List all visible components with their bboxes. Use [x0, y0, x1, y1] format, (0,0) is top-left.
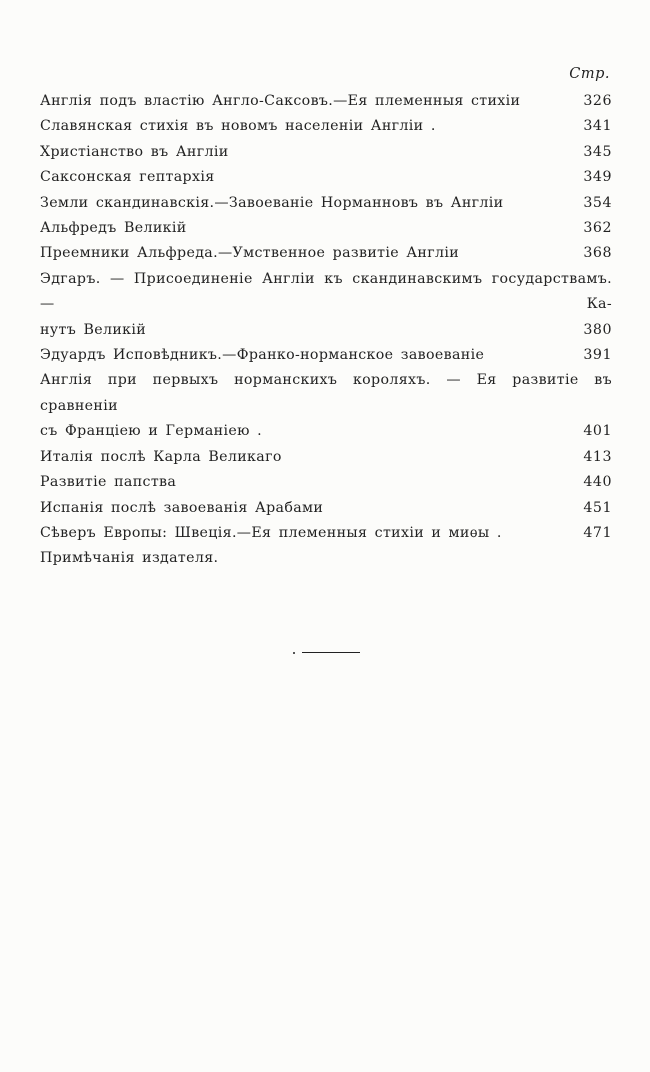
toc-entry-page-number: 413	[583, 448, 612, 465]
toc-entry-line	[40, 521, 612, 546]
toc-entry-line	[40, 165, 612, 190]
toc-entry-text: Славянская стихія въ новомъ населеніи Англіи .	[40, 118, 436, 135]
divider-dot	[293, 652, 295, 654]
divider-rule	[302, 652, 360, 653]
toc-entry-text: Эдуардъ Исповѣдникъ.—Франко-норманское завоеваніе	[40, 347, 485, 364]
toc-entry-page-number: 391	[583, 347, 612, 364]
toc-entry-page-number: 368	[583, 245, 612, 262]
toc-entry-line	[40, 343, 612, 368]
toc-entry-page-number: 362	[583, 220, 612, 237]
toc-entry-line	[40, 419, 612, 444]
toc-entry-line	[40, 89, 612, 114]
toc-entry-line	[40, 546, 612, 571]
toc-entry-text: Развитіе папства	[40, 474, 177, 491]
toc-entry-text: Земли скандинавскія.—Завоеваніе Норманновъ въ Англіи	[40, 194, 504, 211]
toc-entry-text: Италія послѣ Карла Великаго	[40, 448, 282, 465]
toc-entry-text: Англія при первыхъ норманскихъ короляхъ. — Ея развитіе въ сравненіи	[40, 372, 612, 414]
toc-entry-text: Сѣверъ Европы: Швеція.—Ея племенныя стихіи и миѳы .	[40, 524, 502, 541]
toc-entry-text: Преемники Альфреда.—Умственное развитіе Англіи	[40, 245, 460, 262]
toc-entry-line	[40, 191, 612, 216]
toc-entry-page-number: 354	[583, 194, 612, 211]
toc-entry-line	[40, 241, 612, 266]
toc-entry-page-number: 326	[583, 93, 612, 109]
toc-entry-page-number: 345	[583, 143, 612, 160]
toc-entry-line	[40, 496, 612, 521]
toc-entry-text: Англія подъ властію Англо-Саксовъ.—Ея племенныя стихіи	[40, 93, 521, 109]
toc-list	[40, 89, 612, 572]
toc-entry-page-number: 451	[583, 499, 612, 516]
toc-entry-text: Эдгаръ. — Присоединеніе Англіи къ скандинавскимъ государствамъ. — Ка-	[40, 270, 612, 313]
toc-entry-page-number: 349	[583, 169, 612, 186]
toc-entry-text: Альфредъ Великій	[40, 220, 187, 237]
toc-entry-text: Христіанство въ Англіи	[40, 143, 229, 160]
toc-entry-line	[40, 318, 612, 343]
toc-entry-line	[40, 470, 612, 495]
toc-entry-line	[40, 445, 612, 470]
toc-entry-text: Испанія послѣ завоеванія Арабами	[40, 499, 324, 516]
toc-entry-page-number: 401	[583, 423, 612, 440]
toc-entry-text: нутъ Великій	[40, 321, 147, 338]
section-divider	[286, 652, 366, 654]
toc-entry-line	[40, 368, 612, 419]
toc-entry-line	[40, 216, 612, 241]
toc-entry-text: Примѣчанія издателя.	[40, 550, 219, 567]
toc-entry-line	[40, 140, 612, 165]
toc-entry-line	[40, 267, 612, 318]
toc-entry-page-number: 380	[583, 321, 612, 338]
toc-entry-line	[40, 114, 612, 139]
toc-entry-page-number: 440	[583, 474, 612, 491]
page-number-column-header: Стр.	[569, 66, 610, 82]
toc-entry-page-number: 341	[583, 118, 612, 135]
toc-entry-page-number: 471	[583, 524, 612, 541]
toc-entry-text: Саксонская гептархія	[40, 169, 215, 186]
toc-entry-text: съ Франціею и Германіею .	[40, 423, 263, 440]
